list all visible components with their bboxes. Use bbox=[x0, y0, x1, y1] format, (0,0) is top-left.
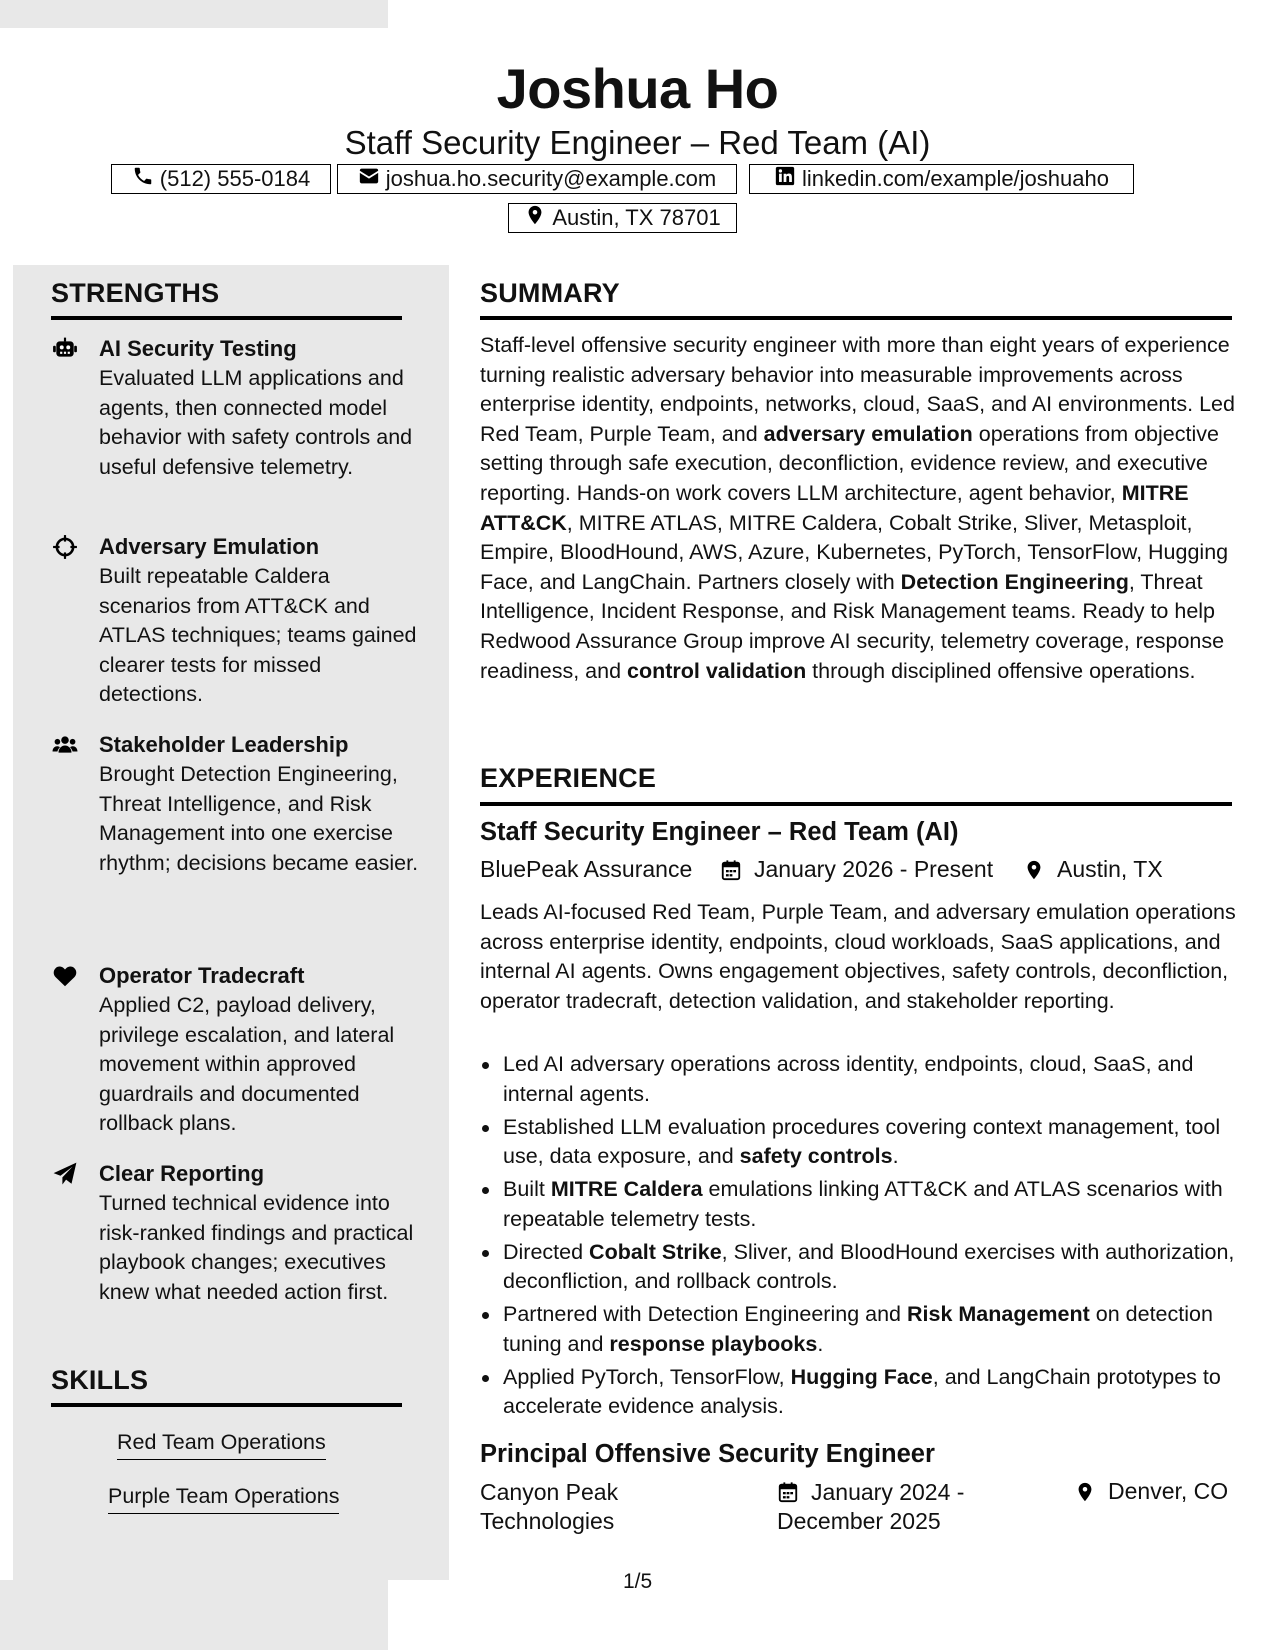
bullet-text: Established LLM evaluation procedures covering context management, tool use, data exposure, and bbox=[503, 1114, 1221, 1169]
summary-text bbox=[480, 331, 1240, 686]
job-dates-line: December 2025 bbox=[777, 1508, 941, 1534]
summary-heading: SUMMARY bbox=[480, 278, 620, 308]
strength-text: Evaluated LLM applications and agents, then connected model behavior with safety controls and useful defensive telemetry. bbox=[99, 366, 413, 479]
email-contact[interactable] bbox=[337, 164, 737, 194]
bullet-text-bold: Cobalt Strike bbox=[589, 1239, 722, 1264]
linkedin-url: linkedin.com/example/joshuaho bbox=[802, 166, 1109, 191]
summary-part: , Threat Intelligence, Incident Response, and Risk Management teams. Ready to help Redwood Assurance Group improve AI security, telemetry coverage, response readiness, and bbox=[480, 569, 1225, 683]
skills-heading: SKILLS bbox=[51, 1365, 149, 1395]
bullet-text: Built bbox=[503, 1177, 551, 1202]
resume-header bbox=[0, 56, 1275, 164]
bullet-text: Led AI adversary operations across identity, endpoints, cloud, SaaS, and internal agents. bbox=[503, 1052, 1194, 1106]
bullet-text-bold: MITRE Caldera bbox=[550, 1177, 703, 1202]
bullet-text-bold: response playbooks bbox=[609, 1331, 818, 1356]
job-dates bbox=[777, 1478, 964, 1536]
bullet-text-bold: Risk Management bbox=[906, 1302, 1090, 1327]
strength-title: Clear Reporting bbox=[99, 1161, 265, 1186]
summary-part: through disciplined offensive operations. bbox=[806, 658, 1196, 683]
list-item bbox=[480, 1113, 1240, 1172]
skill-item: Red Team Operations bbox=[117, 1428, 326, 1460]
list-item bbox=[480, 1238, 1240, 1297]
linkedin-icon bbox=[774, 165, 796, 193]
strength-item bbox=[52, 1159, 432, 1307]
bullet-text: Applied PyTorch, TensorFlow, bbox=[503, 1364, 791, 1389]
bullet-text: , and LangChain prototypes to accelerate evidence analysis. bbox=[503, 1364, 1221, 1419]
skill-item: Purple Team Operations bbox=[108, 1482, 339, 1514]
decorative-bottom-band bbox=[0, 1580, 388, 1650]
job-company bbox=[480, 1478, 618, 1536]
bullet-text: emulations linking ATT&CK and ATLAS scenarios with repeatable telemetry tests. bbox=[503, 1177, 1223, 1231]
summary-part-bold: adversary emulation bbox=[763, 421, 973, 446]
bullet-text: , Sliver, and BloodHound exercises with authorization, deconfliction, and rollback controls. bbox=[503, 1239, 1235, 1294]
job-bullets bbox=[480, 1050, 1240, 1425]
envelope-icon bbox=[358, 165, 380, 193]
location-text: Austin, TX 78701 bbox=[552, 205, 721, 230]
summary-part: Staff-level offensive security engineer with more than eight years of experience turning realistic adversary behavior into measurable improvements across enterprise identity, endpoints, networks, cloud, SaaS, and AI environments. Led Red Team, Purple Team, and bbox=[480, 333, 1235, 446]
page-number: 1/5 bbox=[623, 1570, 653, 1593]
phone-number: (512) 555-0184 bbox=[159, 166, 311, 191]
job-title: Staff Security Engineer – Red Team (AI) bbox=[480, 818, 959, 846]
strengths-divider bbox=[51, 316, 402, 320]
job-location-text: Denver, CO bbox=[1108, 1478, 1229, 1504]
bullet-text-bold: safety controls bbox=[739, 1144, 893, 1169]
strength-title: Stakeholder Leadership bbox=[99, 732, 349, 757]
job-location-text: Austin, TX bbox=[1057, 856, 1163, 882]
users-icon bbox=[52, 732, 78, 758]
strength-title: Operator Tradecraft bbox=[99, 963, 305, 988]
bullet-text: . bbox=[892, 1144, 899, 1169]
job-location bbox=[1074, 1478, 1228, 1505]
summary-part-bold: Detection Engineering bbox=[900, 569, 1129, 594]
strength-item bbox=[52, 730, 432, 878]
job-dates-line: January 2024 - bbox=[811, 1479, 965, 1505]
summary-part: operations from objective setting through safe execution, deconfliction, evidence review, and executive reporting. Hands-on work covers LLM architecture, agent behavior, bbox=[480, 421, 1219, 505]
list-item bbox=[480, 1363, 1240, 1422]
strengths-heading: STRENGTHS bbox=[51, 278, 220, 308]
linkedin-contact[interactable] bbox=[749, 164, 1134, 194]
heart-icon bbox=[52, 963, 78, 989]
phone-icon bbox=[132, 165, 154, 193]
job-dates-text bbox=[777, 1478, 964, 1536]
strength-text: Built repeatable Caldera scenarios from ATT&CK and ATLAS techniques; teams gained clearer tests for missed detections. bbox=[99, 564, 417, 707]
bullet-text: on detection tuning and bbox=[503, 1302, 1213, 1356]
map-pin-icon bbox=[524, 204, 546, 232]
job-dates-text: January 2026 - Present bbox=[754, 856, 994, 882]
paper-plane-icon bbox=[52, 1161, 78, 1187]
map-pin-icon bbox=[1074, 1481, 1096, 1503]
strength-text: Turned technical evidence into risk-ranked findings and practical playbook changes; executives knew what needed action first. bbox=[99, 1191, 414, 1304]
summary-part: , MITRE ATLAS, MITRE Caldera, Cobalt Strike, Sliver, Metasploit, Empire, BloodHound, AWS, Azure, Kubernetes, PyTorch, TensorFlow, Hugging Face, and LangChain. Partners closely with bbox=[480, 510, 1229, 594]
map-pin-icon bbox=[1023, 859, 1045, 881]
job-title: Principal Offensive Security Engineer bbox=[480, 1440, 935, 1468]
email-address: joshua.ho.security@example.com bbox=[385, 166, 717, 191]
skills-divider bbox=[51, 1403, 402, 1407]
experience-heading: EXPERIENCE bbox=[480, 763, 657, 793]
crosshairs-icon bbox=[52, 534, 78, 560]
strength-text: Applied C2, payload delivery, privilege escalation, and lateral movement within approved guardrails and documented rollback plans. bbox=[99, 993, 395, 1136]
candidate-title: Staff Security Engineer – Red Team (AI) bbox=[344, 124, 931, 161]
summary-part-bold: control validation bbox=[627, 658, 807, 683]
strength-title: AI Security Testing bbox=[99, 336, 297, 361]
decorative-top-band bbox=[0, 0, 388, 28]
candidate-name: Joshua Ho bbox=[496, 57, 779, 120]
job-description: Leads AI-focused Red Team, Purple Team, and adversary emulation operations across enterprise identity, endpoints, cloud workloads, SaaS applications, and internal AI agents. Owns engagement objectives, safety controls, deconfliction, operator tradecraft, detection validation, and stakeholder reporting. bbox=[480, 900, 1236, 1013]
job-location bbox=[1023, 856, 1163, 883]
job-dates bbox=[720, 856, 993, 883]
strength-title: Adversary Emulation bbox=[99, 534, 320, 559]
job-company: BluePeak Assurance bbox=[480, 856, 693, 882]
list-item bbox=[480, 1050, 1240, 1109]
summary-part-bold: MITRE ATT&CK bbox=[480, 480, 1189, 535]
location-contact bbox=[508, 203, 737, 233]
bullet-text-bold: Hugging Face bbox=[790, 1364, 933, 1389]
strength-item bbox=[52, 532, 432, 710]
list-item bbox=[480, 1175, 1240, 1234]
summary-divider bbox=[480, 316, 1232, 320]
calendar-icon bbox=[720, 859, 742, 881]
list-item bbox=[480, 1300, 1240, 1359]
strength-text: Brought Detection Engineering, Threat Intelligence, and Risk Management into one exercise rhythm; decisions became easier. bbox=[99, 762, 419, 875]
experience-divider bbox=[480, 802, 1232, 806]
job-company-line: Technologies bbox=[480, 1508, 615, 1534]
job-company-line: Canyon Peak bbox=[480, 1479, 619, 1505]
phone-contact[interactable] bbox=[111, 164, 331, 194]
strength-item bbox=[52, 961, 432, 1139]
strength-item bbox=[52, 334, 432, 482]
bullet-text: Directed bbox=[503, 1239, 590, 1264]
robot-icon bbox=[52, 336, 78, 362]
bullet-text: . bbox=[817, 1331, 824, 1356]
bullet-text: Partnered with Detection Engineering and bbox=[503, 1302, 907, 1327]
